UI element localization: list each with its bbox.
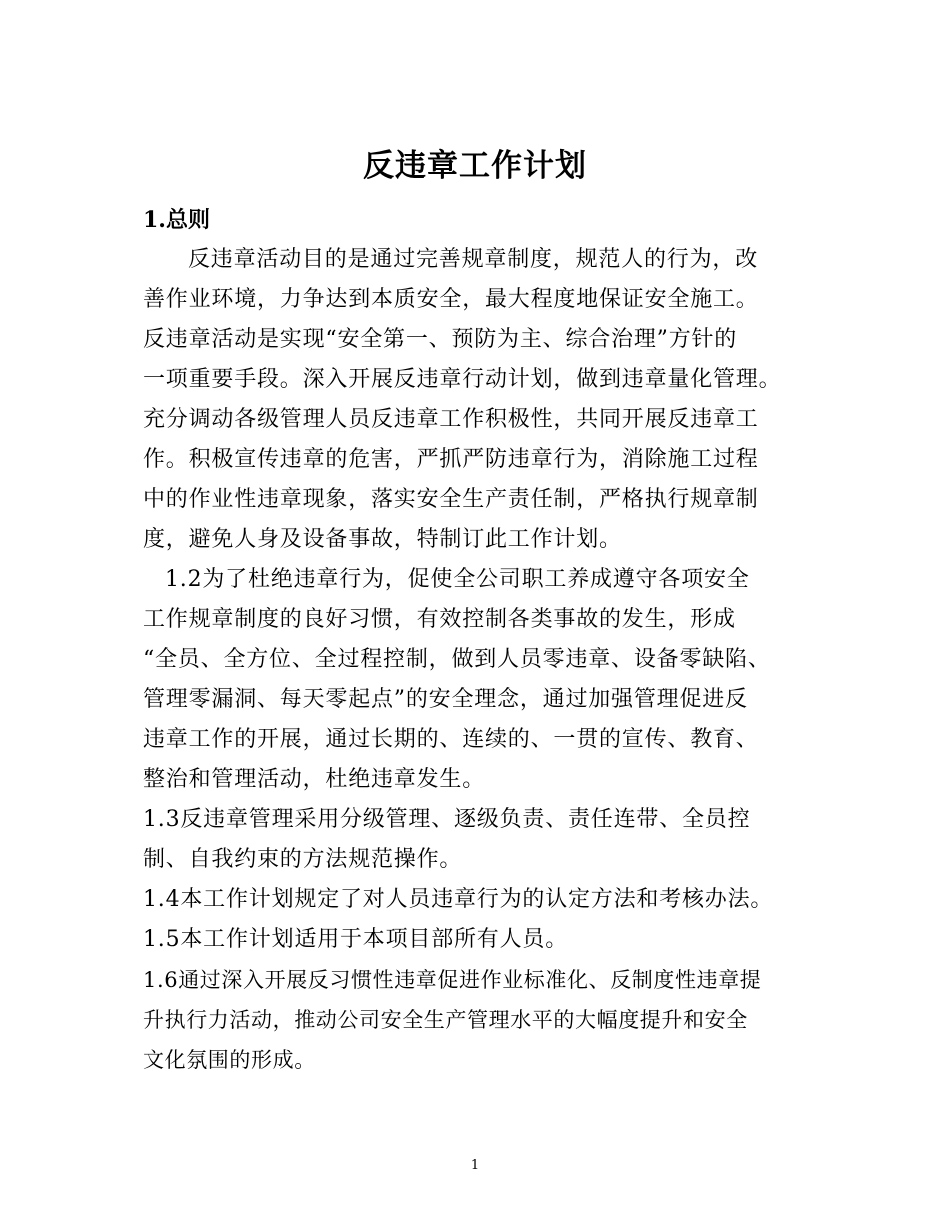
clause-line: 制、自我约束的方法规范操作。 bbox=[143, 847, 463, 872]
clause-line: 整治和管理活动，杜绝违章发生。 bbox=[143, 767, 486, 792]
paragraph-line: 一项重要手段。深入开展反违章行动计划，做到违章量化管理。 bbox=[143, 367, 782, 392]
clause-line: 工作规章制度的良好习惯，有效控制各类事故的发生，形成 bbox=[143, 607, 736, 632]
clause-line: 1.6通过深入开展反习惯性违章促进作业标准化、反制度性违章提 bbox=[143, 968, 762, 992]
clause-line: 管理零漏洞、每天零起点”的安全理念，通过加强管理促进反 bbox=[143, 687, 748, 712]
clause-line: “全员、全方位、全过程控制，做到人员零违章、设备零缺陷、 bbox=[143, 647, 771, 672]
paragraph-line: 反违章活动目的是通过完善规章制度，规范人的行为，改 bbox=[188, 247, 759, 272]
clause-line: 1.2为了杜绝违章行为，促使全公司职工养成遵守各项安全 bbox=[165, 567, 750, 592]
clause-line: 文化氛围的形成。 bbox=[143, 1048, 316, 1072]
clause-line: 1.4本工作计划规定了对人员违章行为的认定方法和考核办法。 bbox=[143, 887, 774, 912]
document-title: 反违章工作计划 bbox=[363, 148, 587, 184]
document-body bbox=[143, 200, 815, 1080]
section-heading: 1.总则 bbox=[143, 207, 210, 233]
paragraph-line: 度，避免人身及设备事故，特制订此工作计划。 bbox=[143, 527, 622, 552]
clause-line: 1.3反违章管理采用分级管理、逐级负责、责任连带、全员控 bbox=[143, 807, 751, 832]
page-number: 1 bbox=[470, 1158, 480, 1173]
paragraph-line: 善作业环境，力争达到本质安全，最大程度地保证安全施工。 bbox=[143, 287, 759, 312]
paragraph-line: 作。积极宣传违章的危害，严抓严防违章行为，消除施工过程 bbox=[143, 447, 759, 472]
paragraph-line: 中的作业性违章现象，落实安全生产责任制，严格执行规章制 bbox=[143, 487, 759, 512]
clause-line: 1.5本工作计划适用于本项目部所有人员。 bbox=[143, 927, 568, 952]
clause-line: 违章工作的开展，通过长期的、连续的、一贯的宣传、教育、 bbox=[143, 727, 759, 752]
paragraph-line: 反违章活动是实现“安全第一、预防为主、综合治理”方针的 bbox=[143, 327, 738, 352]
paragraph-line: 充分调动各级管理人员反违章工作积极性，共同开展反违章工 bbox=[143, 407, 759, 432]
clause-line: 升执行力活动，推动公司安全生产管理水平的大幅度提升和安全 bbox=[143, 1008, 748, 1032]
